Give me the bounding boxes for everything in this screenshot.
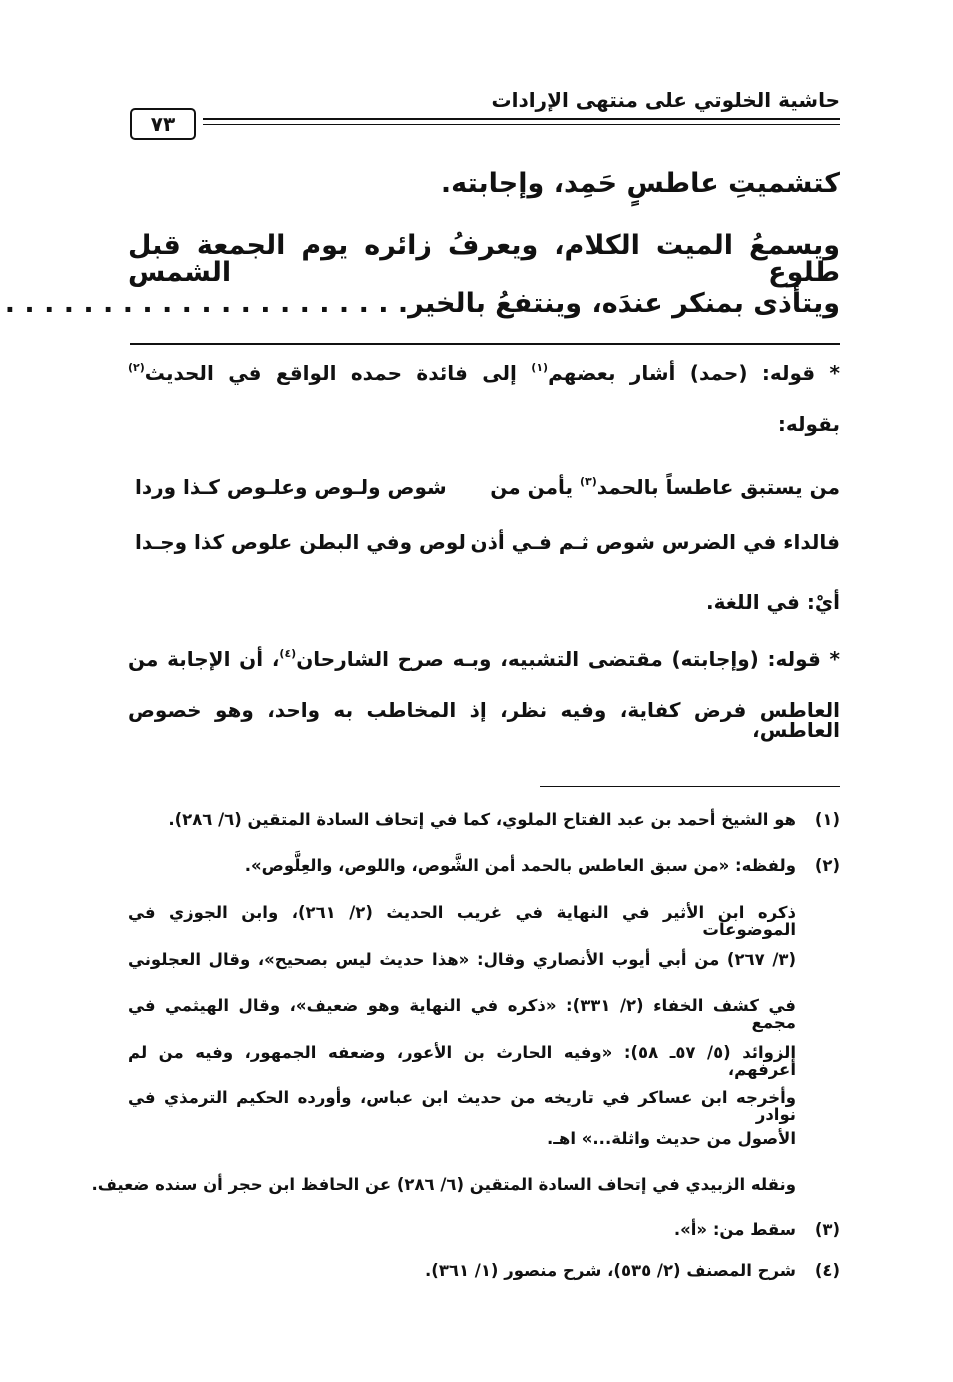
footnote-3 — [128, 1222, 840, 1239]
running-header: حاشية الخلوتي على منتهى الإرادات — [491, 88, 840, 112]
matn-line-3-text: ويتأذى بمنكر عندَه، وينتفعُ بالخير — [408, 288, 840, 319]
footnote-ref[interactable]: (٤) — [279, 647, 297, 660]
footnote-text: هو الشيخ أحمد بن عبد الفتاح الملوي، كما في إتحاف السادة المتقين (٦/ ٢٨٦). — [168, 810, 796, 829]
commentary-line-3: أيْ: في اللغة. — [706, 590, 840, 614]
commentary-text: ، أن الإجابة من — [128, 647, 280, 671]
matn-line-1: كتشميتِ عاطسٍ حَمِد، وإجابته. — [440, 168, 840, 199]
footnote-ref[interactable]: (٣) — [579, 475, 597, 488]
footnote-2-line-4: الزوائد (٥/ ٥٧ـ ٥٨): «وفيه الحارث بن الأعور، وضعفه الجمهور، وفيه من لم أعرفهم، — [128, 1043, 796, 1079]
footnote-ref[interactable]: (١) — [531, 361, 549, 374]
footnote-2-line-5: وأخرجه ابن عساكر في تاريخه من حديث ابن عباس، وأورده الحكيم الترمذي في نوادر — [128, 1088, 796, 1124]
section-rule — [130, 343, 840, 345]
verse-text: من يستبق عاطساً بالحمد — [596, 475, 840, 499]
commentary-text: * قوله: (حمد) أشار بعضهم — [548, 361, 840, 385]
footnote-2-line-2: (٣/ ٢٦٧) من أبي أيوب الأنصاري وقال: «هذا حديث ليس بصحيح»، وقال العجلوني — [128, 950, 796, 969]
footnote-4 — [128, 1263, 840, 1280]
footnote-number: (١) — [814, 810, 840, 829]
footnote-rule — [540, 786, 840, 787]
footnote-2-line-6: الأصول من حديث واثلة...» اهـ. — [547, 1129, 796, 1148]
verse-2-right: فالداء في الضرس شوص ثـم فـي أذن — [470, 530, 840, 554]
footnote-text: ولفظه: «من سبق العاطس بالحمد أمن الشَّوص، واللوص، والعِلَّوص». — [244, 856, 796, 875]
footnote-2-line-1: ذكره ابن الأثير في النهاية في غريب الحديث (٢/ ٢٦١)، وابن الجوزي في الموضوعات — [128, 903, 796, 939]
footnote-number: (٢) — [814, 856, 840, 875]
matn-line-3 — [4, 288, 840, 319]
footnote-2-line-7: ونقله الزبيدي في إتحاف السادة المتقين (٦/ ٢٨٦) عن الحافظ ابن حجر أن سنده ضعيف. — [91, 1175, 796, 1194]
page-number: ٧٣ — [130, 108, 196, 140]
commentary-line-4 — [128, 648, 840, 669]
footnote-2-line-3: في كشف الخفاء (٢/ ٣٣١): «ذكره في النهاية وهو ضعيف»، وقال الهيثمي في مجمع — [128, 996, 796, 1032]
footnote-text: سقط من: «أ». — [673, 1220, 796, 1239]
commentary-text: * قوله: (وإجابته) مقتضى التشبيه، وبـه صرح الشارحان — [296, 647, 841, 671]
verse-text: يأمن من — [490, 475, 580, 499]
header-rule — [203, 118, 840, 125]
footnote-number: (٣) — [814, 1220, 840, 1239]
dot-leader: . . . . . . . . . . . . . . . . . . . . . — [4, 288, 409, 319]
footnote-ref[interactable]: (٢) — [128, 361, 145, 374]
footnote-1 — [128, 812, 840, 829]
verse-1-right — [490, 475, 840, 499]
footnote-2 — [128, 858, 840, 875]
verse-1-left: شوص ولـوص وعلـوص كـذا وردا — [135, 475, 447, 499]
footnote-number: (٤) — [814, 1261, 840, 1280]
footnote-text: شرح المصنف (٢/ ٥٣٥)، شرح منصور (١/ ٣٦١). — [425, 1261, 796, 1280]
commentary-line-1 — [128, 362, 840, 383]
matn-line-2: ويسمعُ الميت الكلام، ويعرفُ زائره يوم الجمعة قبل طلوع الشمس — [128, 230, 840, 288]
commentary-text: إلى فائدة حمده الواقع في الحديث — [144, 361, 532, 385]
commentary-line-2: بقوله: — [777, 412, 840, 436]
commentary-line-5: العاطس فرض كفاية، وفيه نظر، إذ المخاطب به واحد، وهو خصوص العاطس، — [128, 698, 840, 742]
verse-2-left: لوص وفي البطن علوص كذا وجـدا — [135, 530, 466, 554]
